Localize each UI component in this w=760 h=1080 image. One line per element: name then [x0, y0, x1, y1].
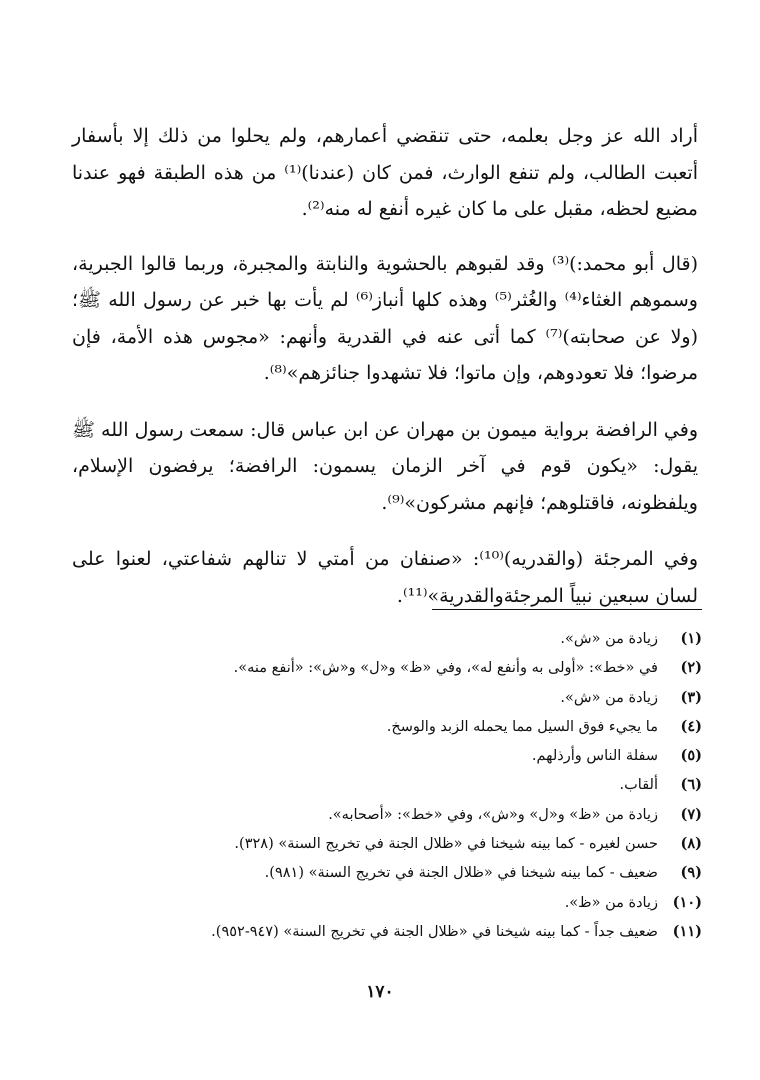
- footnote-text: سفلة الناس وأرذلهم.: [531, 748, 658, 765]
- footnote-number: (٥): [680, 747, 702, 765]
- footnote-text: زيادة من «ش».: [560, 689, 658, 706]
- paragraph-1: أراد الله عز وجل بعلمه، حتى تنقضي أعمارهم، ولم يحلوا من ذلك إلا بأسفار أتعبت الطالب، ولم تنفع الوارث، فمن كان (عندنا)⁽¹⁾ من هذه الطبقة فهو عندنا مضيع لحظه، مقبل على ما كان غيره أنفع له منه⁽²⁾.: [72, 125, 698, 220]
- footnote-text: ضعيف - كما بينه شيخنا في «ظلال الجنة في تخريج السنة» (٩٨١).: [264, 865, 658, 882]
- footnote-item: [82, 917, 702, 946]
- footnote-number: (٨): [680, 835, 702, 853]
- footnote-item: [82, 800, 702, 829]
- footnote-divider: [432, 609, 702, 610]
- footnote-item: [82, 741, 702, 770]
- footnote-item: [82, 829, 702, 858]
- footnote-item: [82, 624, 702, 653]
- footnote-item: [82, 712, 702, 741]
- footnote-text: ضعيف جداً - كما بينه شيخنا في «ظلال الجنة في تخريج السنة» (٩٤٧-٩٥٢).: [211, 923, 658, 940]
- footnotes: [82, 624, 702, 946]
- footnote-text: زيادة من «ش».: [560, 631, 658, 647]
- footnote-item: [82, 770, 702, 799]
- footnote-text: زيادة من «ظ».: [564, 894, 658, 911]
- footnote-number: (٦): [680, 776, 702, 794]
- paragraph-2: (قال أبو محمد:)⁽³⁾ وقد لقبوهم بالحشوية والنابتة والمجبرة، وربما قالوا الجبرية، وسموهم الغثاء⁽⁴⁾ والغُثر⁽⁵⁾ وهذه كلها أنباز⁽⁶⁾ لم يأت بها خبر عن رسول الله ﷺ؛ (ولا عن صحابته)⁽⁷⁾ كما أتى عنه في القدرية وأنهم: «مجوس هذه الأمة، فإن مرضوا؛ فلا تعودوهم، وإن ماتوا؛ فلا تشهدوا جنائزهم»⁽⁸⁾.: [72, 252, 698, 384]
- footnote-text: زيادة من «ظ» و«ل» و«ش»، وفي «خط»: «أصحابه».: [328, 806, 658, 823]
- main-text: [72, 118, 698, 634]
- footnote-number: (٧): [680, 805, 702, 823]
- page-number: ١٧٠: [366, 982, 394, 1002]
- footnote-number: (١): [680, 630, 702, 647]
- footnote-number: (٤): [680, 717, 702, 735]
- footnote-text: حسن لغيره - كما بينه شيخنا في «ظلال الجنة في تخريج السنة» (٣٢٨).: [234, 836, 658, 853]
- footnote-text: ألقاب.: [619, 777, 658, 794]
- footnote-number: (٩): [680, 864, 702, 882]
- footnote-number: (١٠): [672, 893, 702, 911]
- footnote-number: (١١): [672, 922, 702, 940]
- paragraph-4: وفي المرجئة (والقدريه)⁽¹⁰⁾: «صنفان من أمتي لا تنالهم شفاعتي، لعنوا على لسان سبعين نبياً المرجئةوالقدرية»⁽¹¹⁾.: [72, 548, 699, 607]
- footnote-number: (٢): [680, 659, 702, 677]
- footnote-item: [82, 683, 702, 712]
- footnote-item: [82, 858, 702, 887]
- paragraph-3: وفي الرافضة برواية ميمون بن مهران عن ابن عباس قال: سمعت رسول الله ﷺ يقول: «يكون قوم في آخر الزمان يسمون: الرافضة؛ يرفضون الإسلام، ويلفظونه، فاقتلوهم؛ فإنهم مشركون»⁽⁹⁾.: [72, 418, 698, 514]
- footnote-item: [82, 888, 702, 917]
- footnote-text: في «خط»: «أولى به وأنفع له»، وفي «ظ» و«ل» و«ش»: «أنفع منه».: [233, 660, 658, 677]
- footnote-text: ما يجيء فوق السيل مما يحمله الزبد والوسخ.: [386, 718, 658, 735]
- footnote-item: [82, 653, 702, 682]
- footnote-number: (٣): [680, 688, 702, 706]
